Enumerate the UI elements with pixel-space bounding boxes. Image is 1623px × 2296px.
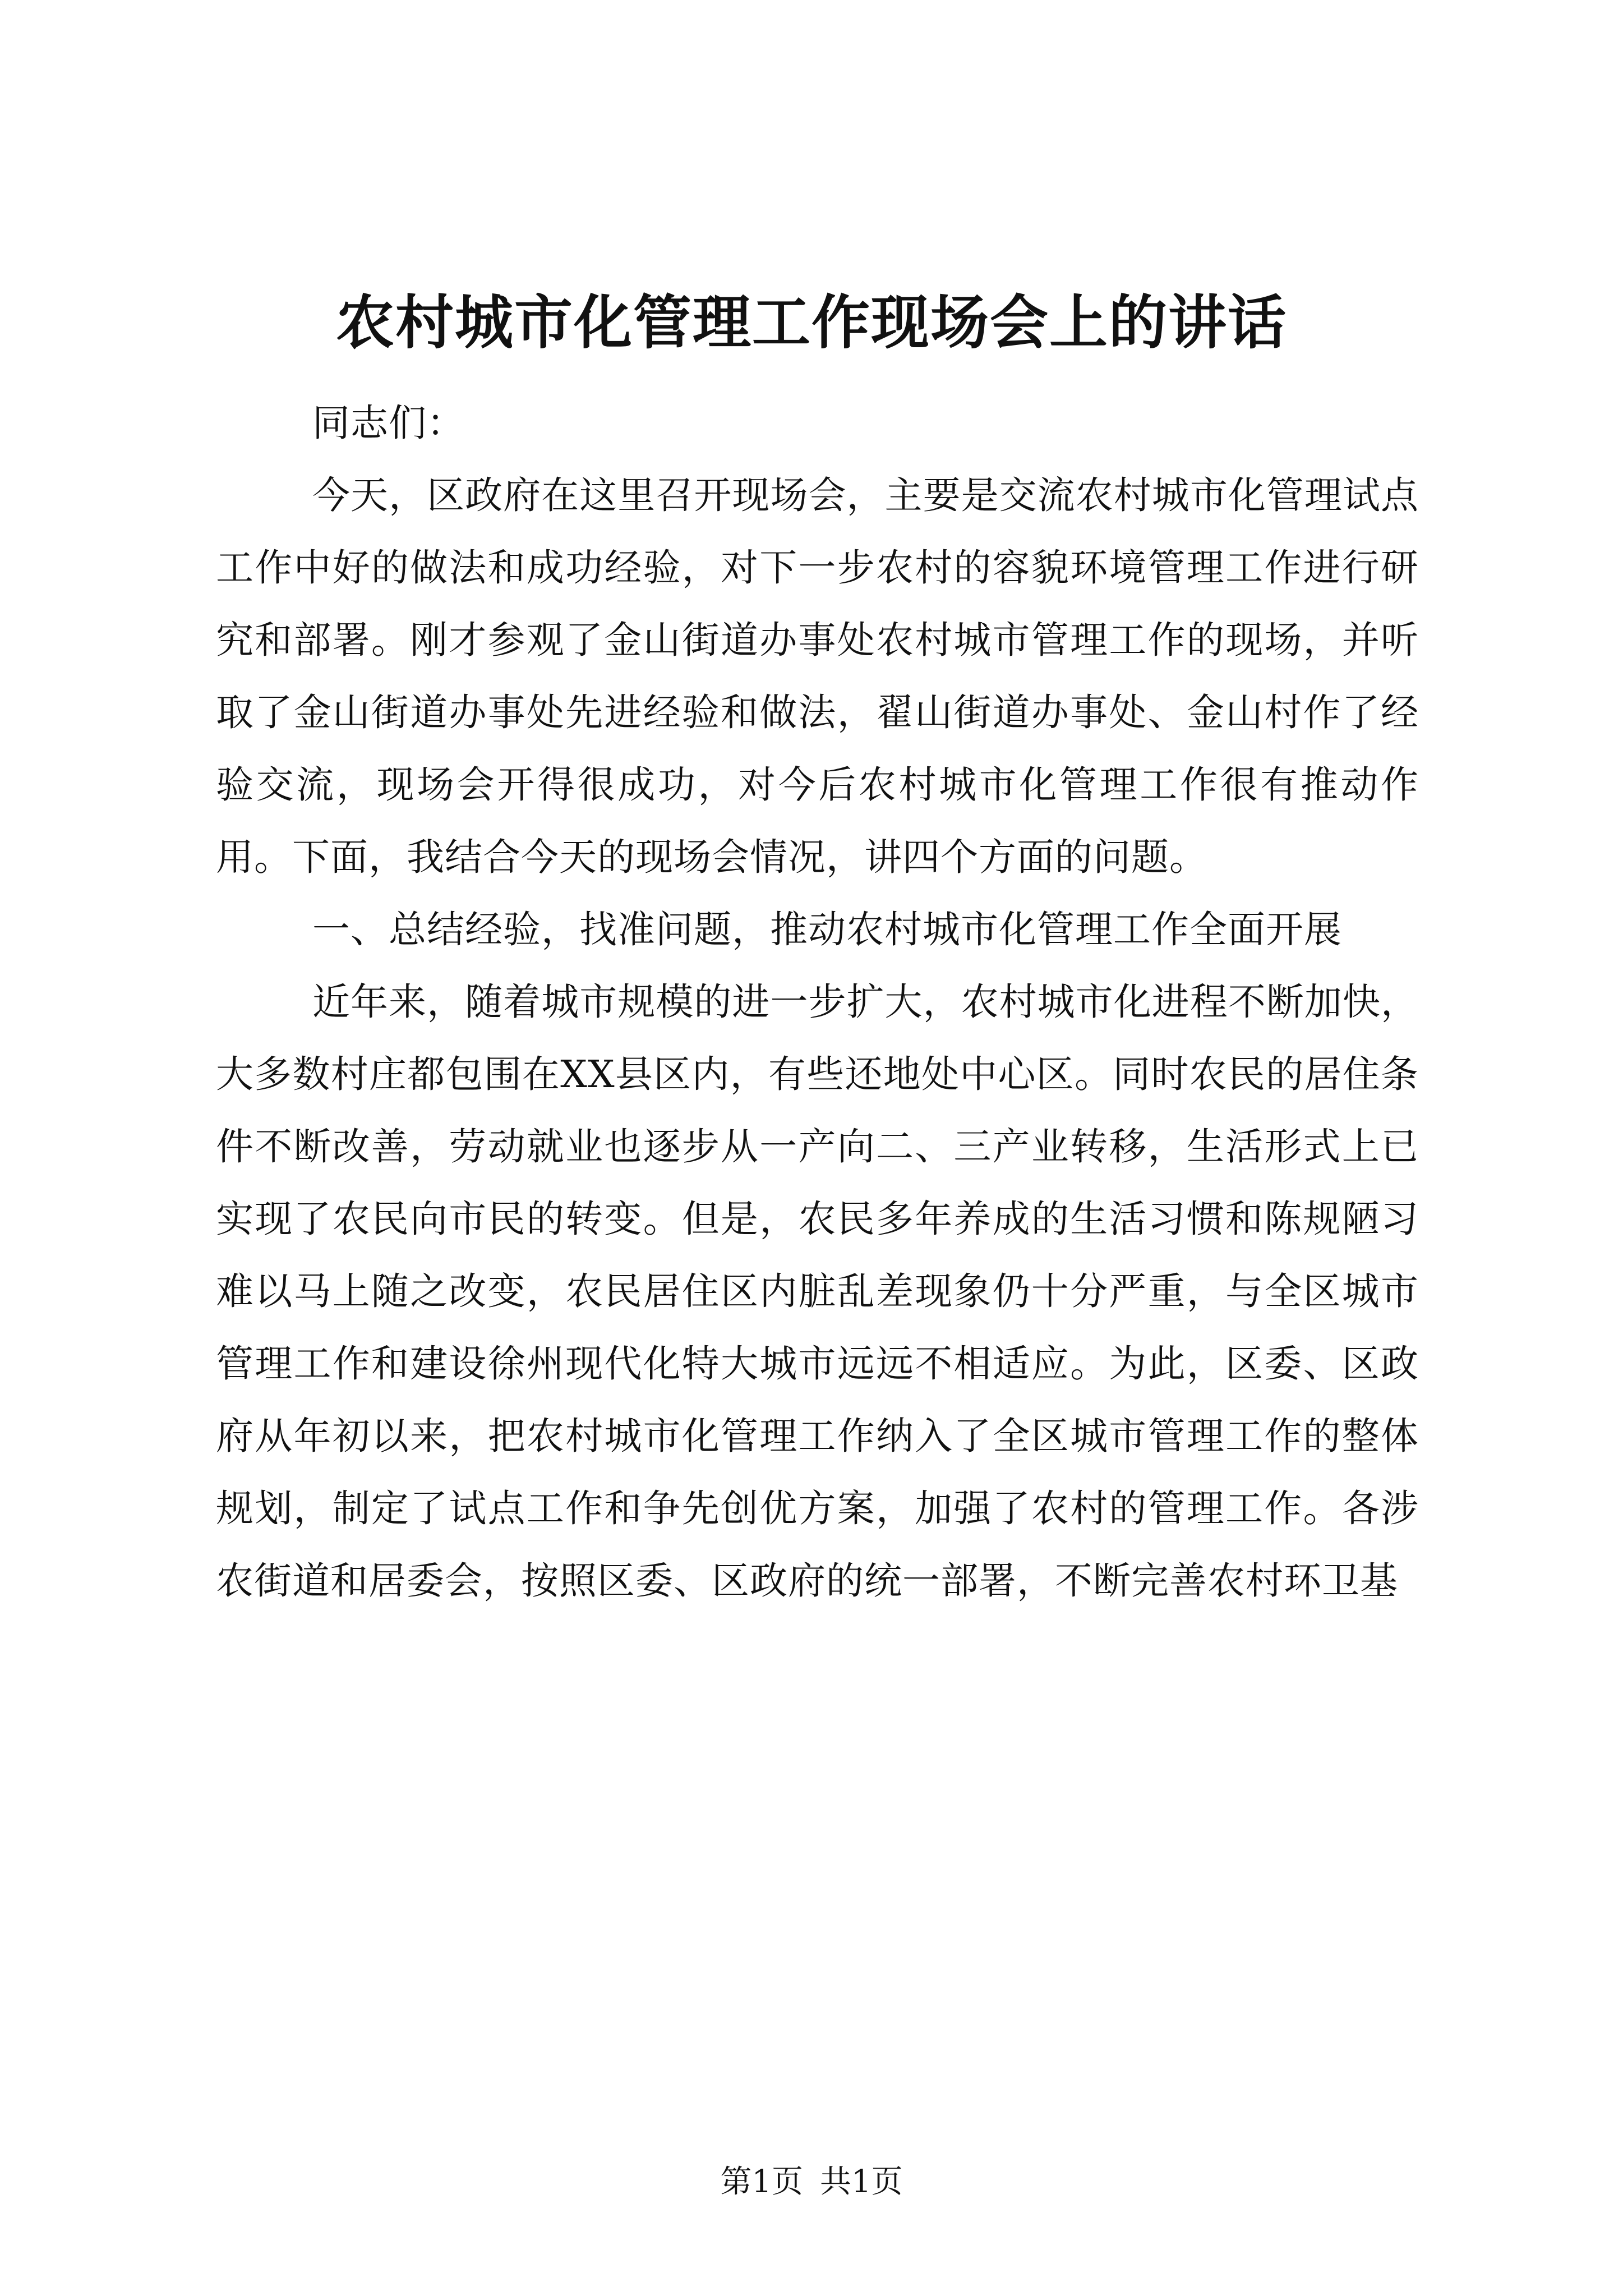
- salutation-paragraph: 同志们：: [312, 401, 465, 445]
- page-number: 第1页: [720, 2164, 803, 2200]
- page-footer: [0, 2160, 1623, 2205]
- body-paragraph: 近年来，随着城市规模的进一步扩大，农村城市化进程不断加快，大多数村庄都包围在XX县区内，有些还地处中心区。同时农民的居住条件不断改善，劳动就业也逐步从一产向二、三产业转移，生活形式上已实现了农民向市民的转变。但是，农民多年养成的生活习惯和陈规陋习难以马上随之改变，农民居住区内脏乱差现象仍十分严重，与全区城市管理工作和建设徐州现代化特大城市远远不相适应。为此，区委、区政府从年初以来，把农村城市化管理工作纳入了全区城市管理工作的整体规划，制定了试点工作和争先创优方案，加强了农村的管理工作。各涉农街道和居委会，按照区委、区政府的统一部署，不断完善农村环卫基: [216, 980, 1419, 1603]
- section-heading: 一、总结经验，找准问题，推动农村城市化管理工作全面开展: [312, 908, 1342, 951]
- document-body: [216, 387, 1419, 1617]
- document-title: 农村城市化管理工作现场会上的讲话: [335, 288, 1287, 357]
- intro-paragraph: 今天，区政府在这里召开现场会，主要是交流农村城市化管理试点工作中好的做法和成功经验，对下一步农村的容貌环境管理工作进行研究和部署。刚才参观了金山街道办事处农村城市管理工作的现场，并听取了金山街道办事处先进经验和做法，翟山街道办事处、金山村作了经验交流，现场会开得很成功，对今后农村城市化管理工作很有推动作用。下面，我结合今天的现场会情况，讲四个方面的问题。: [216, 473, 1419, 879]
- page-total: 共1页: [820, 2164, 903, 2200]
